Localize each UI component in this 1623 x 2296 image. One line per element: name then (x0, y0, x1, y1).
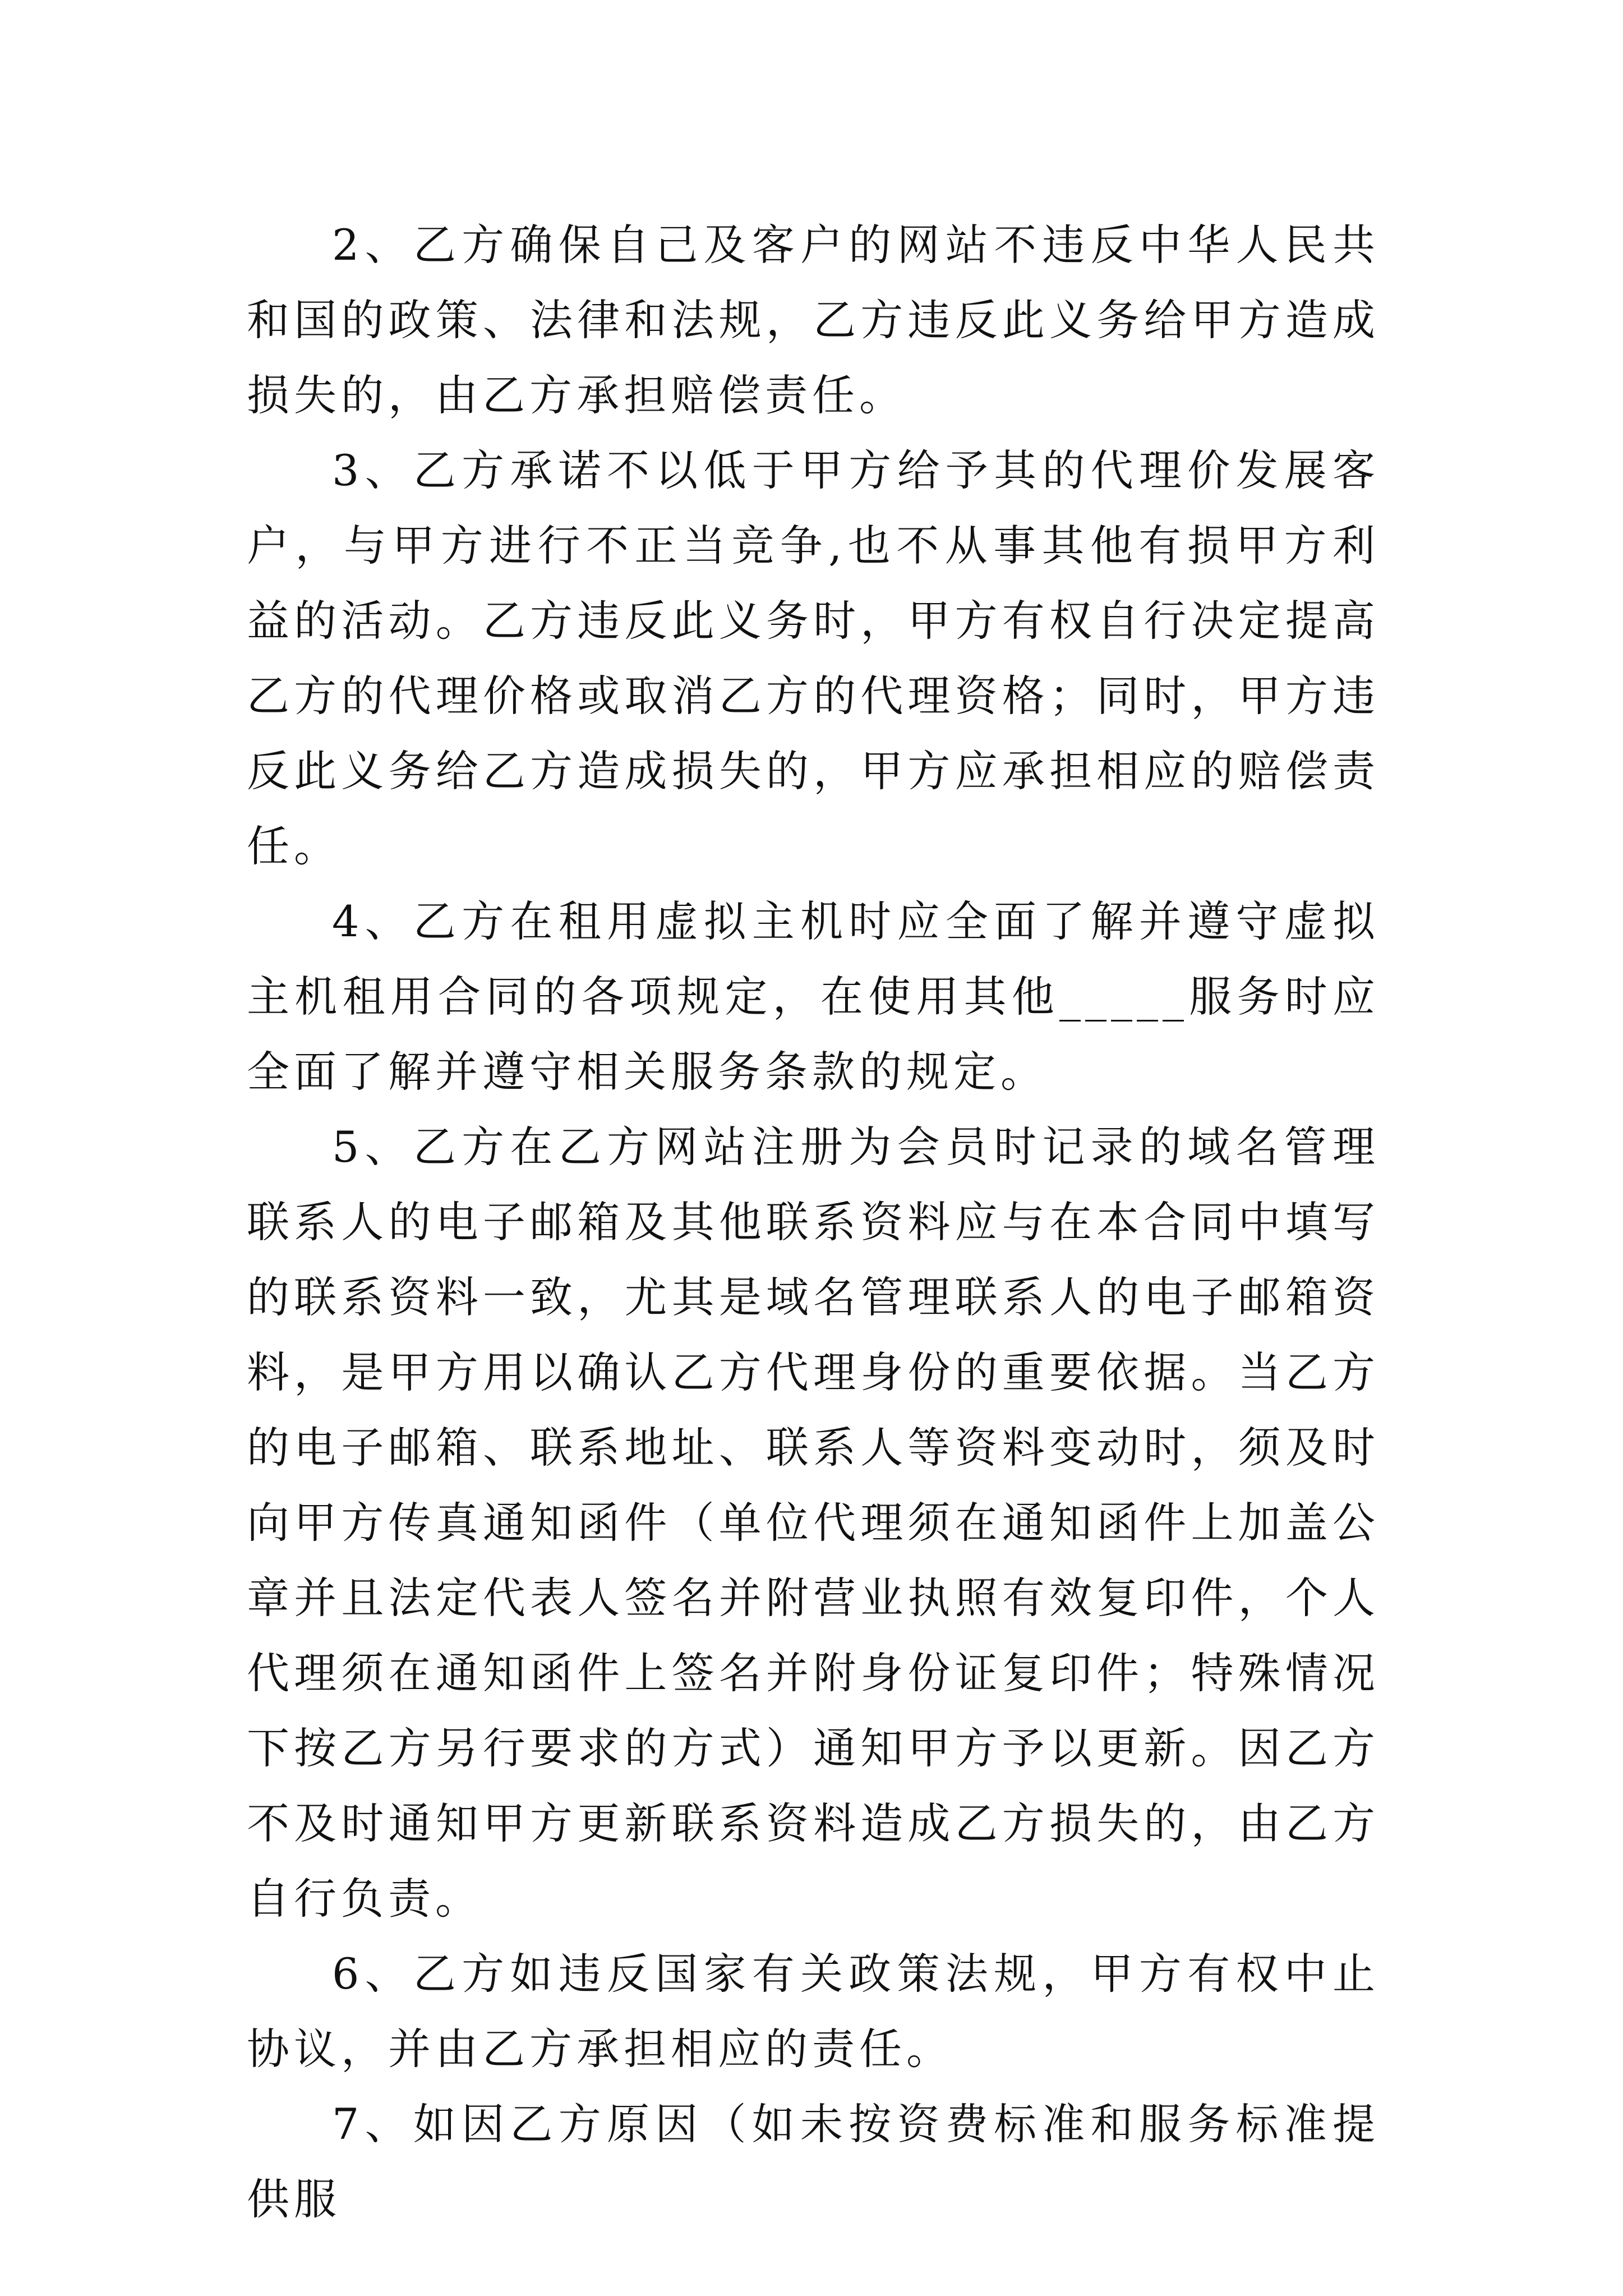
clause-2: 2、乙方确保自己及客户的网站不违反中华人民共和国的政策、法律和法规，乙方违反此义务给甲方造成损失的，由乙方承担赔偿责任。 (247, 220, 1380, 420)
clause-4: 4、乙方在租用虚拟主机时应全面了解并遵守虚拟主机租用合同的各项规定，在使用其他_____服务时应全面了解并遵守相关服务条款的规定。 (247, 896, 1380, 1097)
clause-3: 3、乙方承诺不以低于甲方给予其的代理价发展客户，与甲方进行不正当竞争,也不从事其他有损甲方利益的活动。乙方违反此义务时，甲方有权自行决定提高乙方的代理价格或取消乙方的代理资格；同时，甲方违反此义务给乙方造成损失的，甲方应承担相应的赔偿责任。 (247, 445, 1380, 871)
document-body (247, 208, 1380, 2237)
clause-5: 5、乙方在乙方网站注册为会员时记录的域名管理联系人的电子邮箱及其他联系资料应与在本合同中填写的联系资料一致，尤其是域名管理联系人的电子邮箱资料，是甲方用以确认乙方代理身份的重要依据。当乙方的电子邮箱、联系地址、联系人等资料变动时，须及时向甲方传真通知函件（单位代理须在通知函件上加盖公章并且法定代表人签名并附营业执照有效复印件，个人代理须在通知函件上签名并附身份证复印件；特殊情况下按乙方另行要求的方式）通知甲方予以更新。因乙方不及时通知甲方更新联系资料造成乙方损失的，由乙方自行负责。 (247, 1122, 1380, 1924)
clause-7: 7、如因乙方原因（如未按资费标准和服务标准提供服 (247, 2099, 1380, 2224)
clause-6: 6、乙方如违反国家有关政策法规，甲方有权中止协议，并由乙方承担相应的责任。 (247, 1949, 1380, 2074)
